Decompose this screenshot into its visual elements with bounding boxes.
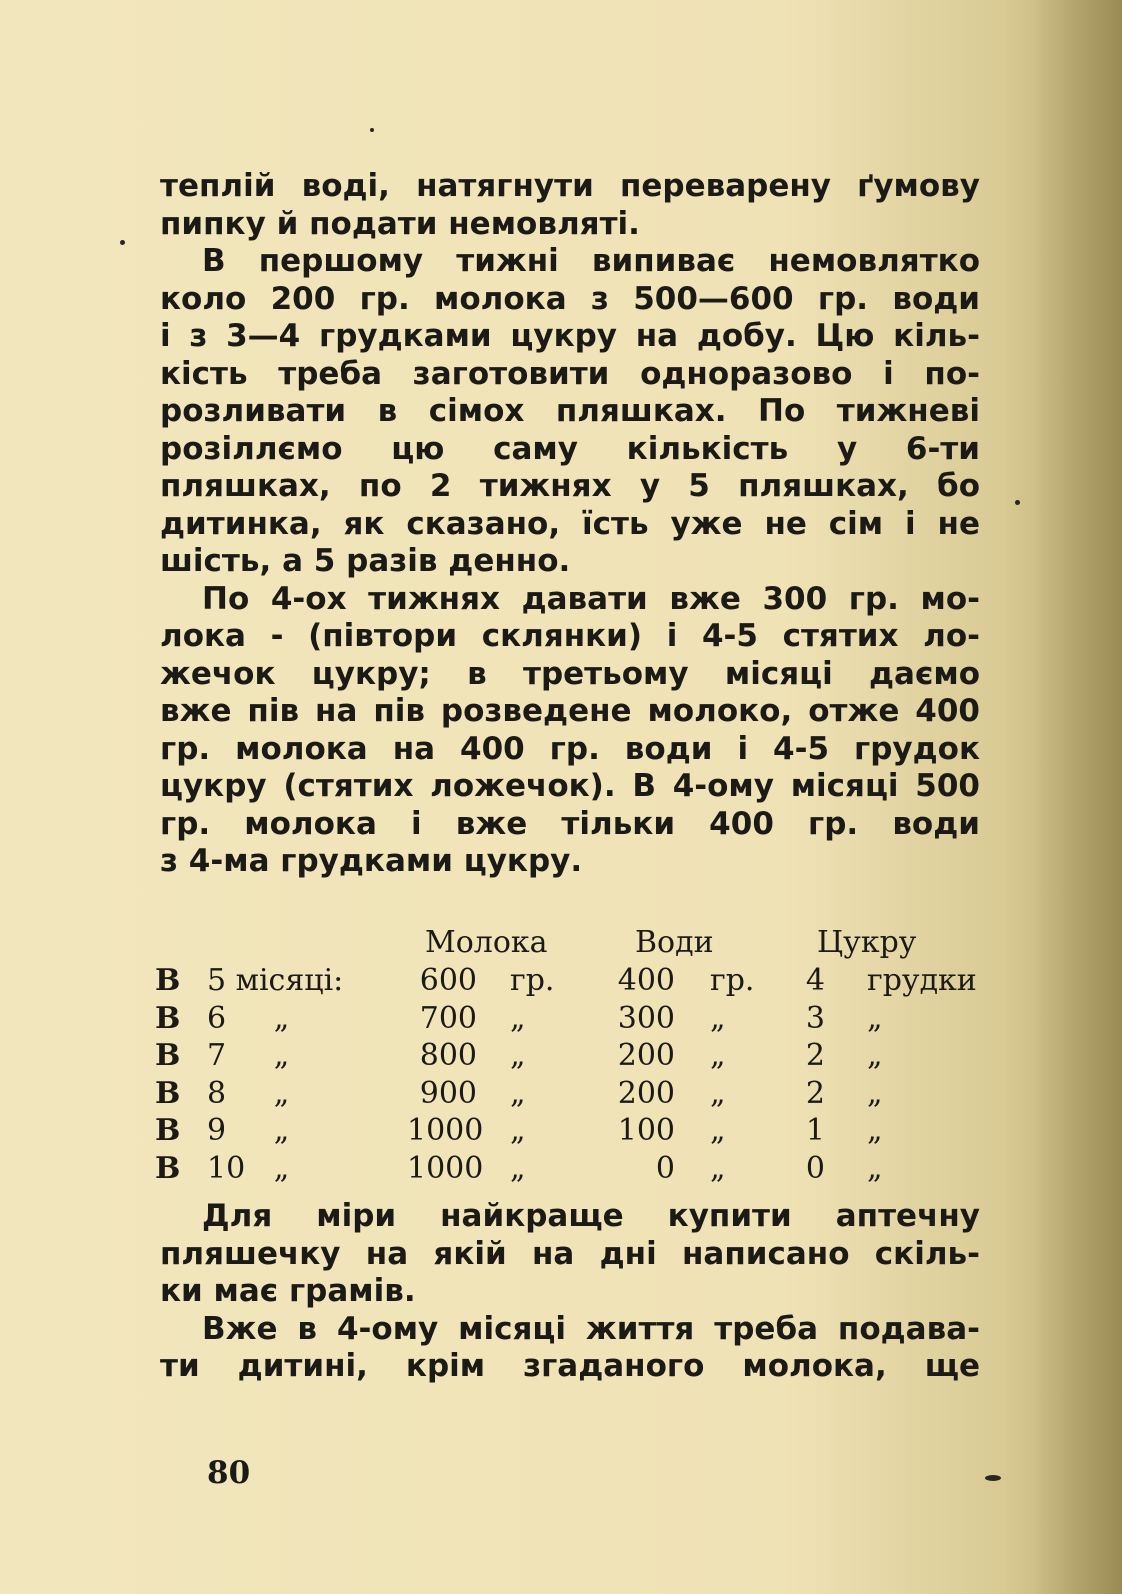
row-milk: 1000 [407, 1113, 484, 1148]
table-row [155, 1038, 985, 1076]
table-row [155, 963, 985, 1001]
text-line: Вже в 4-ому місяці життя треба подава- [202, 1310, 980, 1347]
row-month: 6 „ [207, 1000, 290, 1036]
row-sugar: 3 [805, 1000, 825, 1036]
paragraph [160, 243, 980, 581]
body-text-top [160, 168, 980, 881]
row-milk: 800 [419, 1038, 477, 1073]
row-sugar-unit: „ [867, 1150, 883, 1186]
row-milk: 1000 [407, 1150, 484, 1186]
text-line: і з 3—4 грудками цукру на добу. Цю кіль- [160, 318, 980, 354]
row-water: 400 [617, 963, 675, 998]
paragraph [160, 168, 980, 243]
row-water-unit: „ [710, 1038, 726, 1073]
row-milk-unit: „ [510, 1038, 526, 1073]
header-water: Води [635, 925, 714, 960]
table-row [155, 1076, 985, 1114]
row-sugar: 2 [805, 1075, 825, 1111]
text-line: лока - (півтори склянки) і 4-5 стятих ло- [160, 618, 980, 654]
text-line: Для міри найкраще купити аптечну [202, 1198, 980, 1234]
table-row [155, 1001, 985, 1039]
row-water-unit: гр. [710, 963, 755, 998]
ink-speck [985, 1475, 1001, 1481]
row-milk-unit: „ [510, 1113, 526, 1148]
ink-speck [370, 128, 374, 132]
row-water-unit: „ [710, 1150, 726, 1186]
row-month: 5 місяці: [207, 963, 344, 998]
text-line: вже пів на пів розведене молоко, отже 400 [160, 693, 980, 729]
page-edge-shadow [1002, 0, 1122, 1594]
ink-speck [1015, 500, 1020, 505]
paragraph [160, 1311, 980, 1386]
row-water-unit: „ [710, 1000, 726, 1036]
text-line: з 4-ма грудками цукру. [160, 843, 583, 879]
text-line: розіллємо цю саму кількість у 6-ти [160, 430, 980, 467]
text-line: шість, а 5 разів денно. [160, 543, 571, 579]
row-month: 7 „ [207, 1038, 290, 1073]
row-sugar-unit: „ [867, 1113, 883, 1148]
row-sugar-unit: „ [867, 1000, 883, 1036]
text-line: розливати в сімох пляшках. По тижневі [160, 393, 980, 429]
row-milk-unit: „ [510, 1075, 526, 1111]
row-month: 8 „ [207, 1075, 290, 1111]
row-milk-unit: „ [510, 1000, 526, 1036]
row-sugar-unit: грудки [867, 963, 977, 998]
feeding-table [155, 925, 985, 1188]
row-water-unit: „ [710, 1075, 726, 1111]
row-sugar: 0 [805, 1150, 825, 1186]
row-milk: 600 [419, 963, 477, 998]
row-water: 300 [617, 1000, 675, 1036]
row-milk: 700 [419, 1000, 477, 1036]
text-line: ки має грамів. [160, 1273, 416, 1309]
ink-speck [120, 240, 125, 245]
row-sugar-unit: „ [867, 1075, 883, 1111]
text-line: пляшках, по 2 тижнях у 5 пляшках, бо [160, 468, 980, 504]
row-sugar-unit: „ [867, 1038, 883, 1073]
header-milk: Молока [425, 925, 548, 960]
row-water: 0 [655, 1150, 675, 1186]
row-sugar: 1 [805, 1113, 825, 1148]
table-row [155, 1113, 985, 1151]
text-line: цукру (стятих ложечок). В 4-ому місяці 500 [160, 768, 980, 804]
row-milk: 900 [419, 1075, 477, 1111]
text-line: пипку й подати немовляті. [160, 205, 640, 242]
row-prefix: В [155, 1113, 181, 1148]
row-water-unit: „ [710, 1113, 726, 1148]
text-line: теплій воді, натягнути переварену ґумову [160, 168, 980, 204]
row-prefix: В [155, 1038, 181, 1073]
body-text-bottom [160, 1198, 980, 1386]
paragraph [160, 1198, 980, 1311]
text-line: дитинка, як сказано, їсть уже не сім і не [160, 505, 980, 542]
text-line: кість треба заготовити одноразово і по- [160, 355, 980, 392]
row-water: 200 [617, 1075, 675, 1111]
text-line: пляшечку на якій на дні написано скіль- [160, 1235, 980, 1272]
text-line: В першому тижні випиває немовлятко [202, 243, 980, 279]
text-line: гр. молока на 400 гр. води і 4-5 грудок [160, 730, 980, 767]
text-line: гр. молока і вже тільки 400 гр. води [160, 805, 980, 842]
page-number: 80 [207, 1455, 251, 1491]
text-line: По 4-ох тижнях давати вже 300 гр. мо- [202, 580, 980, 617]
row-month: 10 „ [207, 1150, 290, 1186]
row-water: 100 [617, 1113, 675, 1148]
text-line: жечок цукру; в третьому місяці даємо [160, 655, 980, 692]
row-prefix: В [155, 1150, 181, 1186]
table-row [155, 1151, 985, 1189]
paragraph [160, 581, 980, 881]
row-prefix: В [155, 1075, 181, 1111]
row-sugar: 2 [805, 1038, 825, 1073]
row-sugar: 4 [805, 963, 825, 998]
table-header [155, 925, 985, 963]
row-milk-unit: „ [510, 1150, 526, 1186]
row-prefix: В [155, 963, 181, 998]
text-line: ти дитині, крім згаданого молока, ще [160, 1348, 980, 1384]
row-water: 200 [617, 1038, 675, 1073]
header-sugar: Цукру [817, 925, 917, 960]
row-month: 9 „ [207, 1113, 290, 1148]
row-prefix: В [155, 1000, 181, 1036]
text-line: коло 200 гр. молока з 500—600 гр. води [160, 280, 980, 317]
row-milk-unit: гр. [510, 963, 555, 998]
